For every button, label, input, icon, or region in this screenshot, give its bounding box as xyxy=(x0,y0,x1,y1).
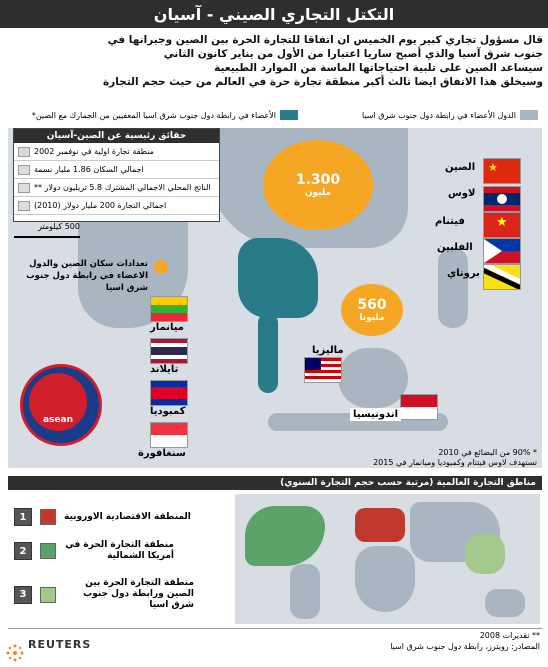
china-population-value: 1.300 xyxy=(295,171,341,188)
china-asean-zone xyxy=(465,534,505,574)
legend-founding xyxy=(362,110,538,120)
star-icon: ★ xyxy=(496,215,508,230)
key-facts-title: حقائق رئيسية عن الصين-آسيان xyxy=(14,129,219,143)
brunei-flag-icon xyxy=(483,264,521,290)
rank-label: المنطقة الاقتصادية الاوروبية xyxy=(64,511,191,522)
asean-population-value: 560 xyxy=(357,296,387,313)
intro-text xyxy=(48,33,543,89)
mainland-asean-land xyxy=(238,238,318,318)
sources xyxy=(340,630,540,652)
china-population-unit: مليون xyxy=(304,187,332,198)
legend-founding-label: الدول الأعضاء في رابطة دول جنوب شرق اسيا xyxy=(361,110,516,120)
trade-zones-title: مناطق التجارة العالمية (مرتبة حسب حجم التجارة السنوي) xyxy=(8,476,542,490)
ranking-row xyxy=(14,578,194,611)
intro-line: قال مسؤول تجاري كبير يوم الخميس ان اتفاقا للتجارة الحرة بين الصين وجيرانها في xyxy=(107,34,543,46)
scale-bar: 500 كيلومتر xyxy=(14,222,80,238)
world-map xyxy=(235,494,540,624)
south-america-land xyxy=(290,564,320,619)
asean-population-unit: مليونا xyxy=(359,312,385,323)
fact-item xyxy=(14,179,219,197)
indonesia-flag-icon xyxy=(400,394,438,420)
population-key xyxy=(18,258,168,294)
rank-swatch xyxy=(40,509,56,525)
map-notes xyxy=(282,448,537,468)
borneo-land xyxy=(338,348,408,408)
malaysia-flag-icon xyxy=(304,357,342,383)
legend-members-label: الأعضاء في رابطة دول جنوب شرق اسيا المعفيين من الجمارك مع الصين* xyxy=(31,110,276,120)
philippines-land xyxy=(438,248,468,328)
fact-item xyxy=(14,143,219,161)
key-facts-box xyxy=(13,128,220,222)
fact-bullet xyxy=(18,165,30,175)
population-dot-icon xyxy=(154,260,168,274)
legend-swatch-members xyxy=(280,110,298,120)
rank-label: منطقة التجارة الحرة في أمريكا الشمالية xyxy=(65,540,174,561)
africa-land xyxy=(355,546,415,612)
singapore-flag-icon xyxy=(150,422,188,448)
australia-land xyxy=(485,589,525,617)
north-america-land xyxy=(245,506,325,566)
legend-members xyxy=(32,110,298,120)
map-legend xyxy=(0,110,548,124)
label-myanmar: ميانمار xyxy=(150,322,184,333)
label-brunei: بروناي xyxy=(447,268,480,279)
fact-bullet xyxy=(18,183,30,193)
label-singapore: سنغافورة xyxy=(138,448,186,459)
intro-line: سيساعد الصين على تلبية احتياجاتها الماسة من الموارد الطبيعية xyxy=(214,62,543,74)
laos-flag-icon xyxy=(483,186,521,212)
footer-divider xyxy=(8,628,542,629)
source-note: المصادر: رويترز، رابطة دول جنوب شرق اسيا xyxy=(390,642,540,651)
fact-text: الناتج المحلي الاجمالي المشترك 5.8 تريليون دولار ** xyxy=(34,183,211,192)
fact-text: اجمالي التجارة 200 مليار دولار (2010) xyxy=(34,201,167,210)
ranking-row xyxy=(14,508,191,526)
vietnam-flag-icon xyxy=(483,212,521,238)
philippines-flag-icon xyxy=(483,238,521,264)
europe-land xyxy=(355,508,405,542)
label-cambodia: كمبوديا xyxy=(150,406,186,417)
intro-line: جنوب شرق آسيا والذي أصبح ساريا اعتبارا من الأول من يناير كانون الثاني xyxy=(163,48,543,60)
china-flag-icon xyxy=(483,158,521,184)
asean-population-bubble xyxy=(341,284,403,336)
myanmar-flag-icon xyxy=(150,296,188,322)
note-line: تستهدف لاوس فيتنام وكمبوديا وميانمار في 2015 xyxy=(373,458,537,467)
fact-text: منطقة تجارة اولية في نوفمبر 2002 xyxy=(34,147,154,156)
label-china: الصين xyxy=(445,162,476,173)
star-icon: ★ xyxy=(488,161,498,174)
fact-item xyxy=(14,197,219,215)
fact-bullet xyxy=(18,201,30,211)
fact-text: اجمالي السكان 1.86 مليار نسمة xyxy=(34,165,144,174)
asean-logo xyxy=(20,364,102,446)
reuters-brand: REUTERS xyxy=(28,638,92,651)
page-title: التكتل التجاري الصيني - آسيان xyxy=(0,0,548,28)
asean-logo-text: asean xyxy=(42,415,73,425)
label-malaysia: ماليزيا xyxy=(312,345,344,356)
cambodia-flag-icon xyxy=(150,380,188,406)
legend-swatch-founding xyxy=(520,110,538,120)
note-line: * 90% من البضائع في 2010 xyxy=(438,448,537,457)
china-population-bubble xyxy=(263,140,373,230)
ranking-row xyxy=(14,540,174,562)
label-thailand: تايلاند xyxy=(150,364,179,375)
thailand-flag-icon xyxy=(150,338,188,364)
rank-number: 1 xyxy=(14,508,32,526)
estimates-note: ** تقديرات 2008 xyxy=(479,631,540,640)
fact-item xyxy=(14,161,219,179)
rank-swatch xyxy=(40,543,56,559)
label-laos: لاوس xyxy=(448,188,476,199)
rank-number: 3 xyxy=(14,586,32,604)
intro-line: وسيخلق هذا الاتفاق ايضا ثالث أكبر منطقة تجارة حرة في العالم من حيث حجم التجارة xyxy=(102,76,543,88)
label-vietnam: فيتنام xyxy=(435,216,465,227)
rank-swatch xyxy=(40,587,56,603)
malay-peninsula-land xyxy=(258,313,278,393)
population-key-label: تعدادات سكان الصين والدول الاعضاء في رابطة دول جنوب شرق اسيا xyxy=(26,259,148,293)
fact-bullet xyxy=(18,147,30,157)
rank-label: منطقة التجارة الحرة بين الصين ورابطة دول جنوب شرق اسيا xyxy=(83,578,194,610)
reuters-logo-icon xyxy=(4,642,26,664)
label-philippines: الفلبين xyxy=(437,242,473,253)
label-indonesia: اندونيسيا xyxy=(350,408,401,421)
rank-number: 2 xyxy=(14,542,32,560)
